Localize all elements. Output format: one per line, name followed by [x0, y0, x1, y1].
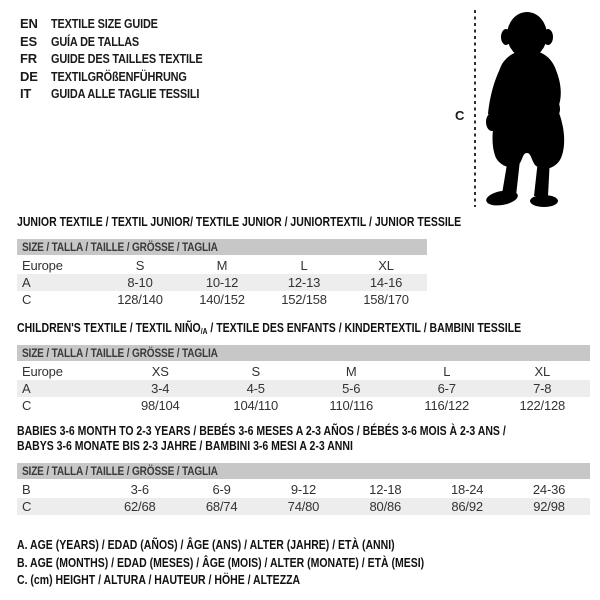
- row-label: A: [17, 274, 99, 292]
- subscript-text: /A: [200, 327, 208, 336]
- table-row: [17, 256, 427, 274]
- cell-value: 74/80: [263, 498, 345, 516]
- cell-value: 98/104: [140, 398, 180, 414]
- cell-value: XL: [378, 257, 394, 273]
- section-title-line: CHILDREN'S TEXTILE / TEXTIL $NIÑO_{/A}$ / TEXTILE DES ENFANTS / KINDERTEXTIL / BAMBINI TESSILE: [17, 321, 522, 336]
- language-code: EN: [20, 16, 38, 31]
- language-label: TEXTILE SIZE GUIDE: [51, 16, 158, 31]
- row-label: C: [22, 292, 32, 308]
- table-row: [17, 291, 427, 309]
- height-measure-line: [474, 10, 476, 207]
- cell-value: S: [251, 363, 260, 379]
- row-label: B: [22, 481, 31, 497]
- cell-value: 110/116: [329, 398, 374, 414]
- cell-value: 18-24: [451, 481, 484, 497]
- language-label: GUÍA DE TALLAS: [51, 33, 140, 49]
- cell-value: 4-5: [208, 380, 304, 398]
- cell-value: 12-18: [369, 481, 402, 497]
- cell-value: XL: [534, 363, 550, 379]
- language-label: GUIDA ALLE TAGLIE TESSILI: [51, 86, 200, 101]
- size-header-row: [17, 345, 590, 362]
- table-row: [17, 397, 590, 415]
- language-row: [20, 34, 231, 52]
- section-children: [17, 321, 590, 415]
- section-title: [17, 321, 590, 336]
- size-header: SIZE / TALLA / TAILLE / GRÖSSE / TAGLIA: [17, 345, 590, 362]
- section-title-line: BABIES 3-6 MONTH TO 2-3 YEARS / BEBÉS 3-6 MESES A 2-3 AÑOS / BÉBÉS 3-6 MOIS À 2-3 ANS /: [17, 424, 506, 438]
- language-row: [20, 86, 231, 104]
- language-row: [20, 69, 231, 87]
- language-code: IT: [20, 86, 32, 101]
- section-junior: [17, 215, 462, 309]
- language-label: GUIDE DES TAILLES TEXTILE: [51, 51, 203, 66]
- cell-value: 8-10: [99, 274, 181, 292]
- cell-value: 62/68: [99, 498, 181, 516]
- cell-value: 6-9: [212, 481, 231, 497]
- cell-value: 7-8: [495, 380, 591, 398]
- footnote: A. AGE (YEARS) / EDAD (AÑOS) / ÂGE (ANS) / ALTER (JAHRE) / ETÀ (ANNI): [17, 538, 395, 552]
- cell-value: 24-36: [532, 481, 566, 497]
- table-row: [17, 274, 427, 292]
- size-header-row: [17, 463, 590, 480]
- language-code: DE: [20, 68, 38, 84]
- section-title-line: BABYS 3-6 MONATE BIS 2-3 JAHRE / BAMBINI 3-6 MESI A 2-3 ANNI: [17, 439, 353, 453]
- cell-value: XS: [151, 363, 169, 379]
- size-table-children: [17, 345, 590, 415]
- footnote: C. (cm) HEIGHT / ALTURA / HAUTEUR / HÖHE / ALTEZZA: [17, 573, 301, 587]
- row-label: C: [22, 398, 32, 414]
- section-title: [17, 424, 590, 454]
- cell-value: 116/122: [424, 398, 470, 414]
- cell-value: 158/170: [363, 292, 409, 308]
- cell-value: S: [135, 257, 145, 273]
- language-code: ES: [20, 33, 37, 49]
- cell-value: 9-12: [290, 481, 317, 497]
- cell-value: L: [300, 257, 308, 273]
- cell-value: 92/98: [508, 498, 590, 516]
- baby-silhouette-icon: [482, 10, 574, 210]
- cell-value: 104/110: [233, 398, 279, 414]
- cell-value: 14-16: [345, 274, 427, 292]
- size-header: SIZE / TALLA / TAILLE / GRÖSSE / TAGLIA: [17, 239, 427, 256]
- cell-value: 3-6: [130, 481, 149, 497]
- language-label: TEXTILGRÖßENFÜHRUNG: [51, 68, 187, 84]
- section-babies: [17, 424, 590, 515]
- cell-value: 86/92: [426, 498, 508, 516]
- size-table-junior: [17, 239, 427, 309]
- cell-value: 152/158: [281, 292, 327, 308]
- cell-value: M: [345, 363, 357, 379]
- size-header-row: [17, 239, 427, 256]
- language-row: [20, 16, 231, 34]
- table-row: [17, 362, 590, 380]
- cell-value: 68/74: [181, 498, 263, 516]
- cell-value: 3-4: [113, 380, 209, 398]
- cell-value: 10-12: [181, 274, 263, 292]
- cell-value: 128/140: [117, 292, 163, 308]
- row-label: Europe: [22, 257, 63, 273]
- row-label: C: [17, 498, 99, 516]
- footnotes: [17, 537, 502, 590]
- height-label: C: [455, 108, 465, 123]
- cell-value: 80/86: [344, 498, 426, 516]
- language-list: [20, 16, 231, 104]
- cell-value: M: [216, 257, 228, 273]
- cell-value: 5-6: [304, 380, 400, 398]
- row-label: A: [17, 380, 113, 398]
- language-row: [20, 51, 231, 69]
- row-label: Europe: [22, 363, 63, 379]
- cell-value: 12-13: [263, 274, 345, 292]
- cell-value: 6-7: [399, 380, 495, 398]
- language-code: FR: [20, 51, 37, 66]
- section-title-line: JUNIOR TEXTILE / TEXTIL JUNIOR/ TEXTILE JUNIOR / JUNIORTEXTIL / JUNIOR TESSILE: [17, 215, 462, 229]
- size-header: SIZE / TALLA / TAILLE / GRÖSSE / TAGLIA: [17, 463, 590, 480]
- cell-value: 122/128: [519, 398, 566, 414]
- section-title: [17, 215, 462, 230]
- table-row: [17, 480, 590, 498]
- height-figure: [455, 10, 580, 210]
- cell-value: L: [443, 363, 451, 379]
- footnote: B. AGE (MONTHS) / EDAD (MESES) / ÂGE (MOIS) / ALTER (MONATE) / ETÀ (MESI): [17, 555, 425, 570]
- table-row: [17, 498, 590, 516]
- cell-value: 140/152: [199, 292, 245, 308]
- size-table-babies: [17, 463, 590, 515]
- table-row: [17, 380, 590, 398]
